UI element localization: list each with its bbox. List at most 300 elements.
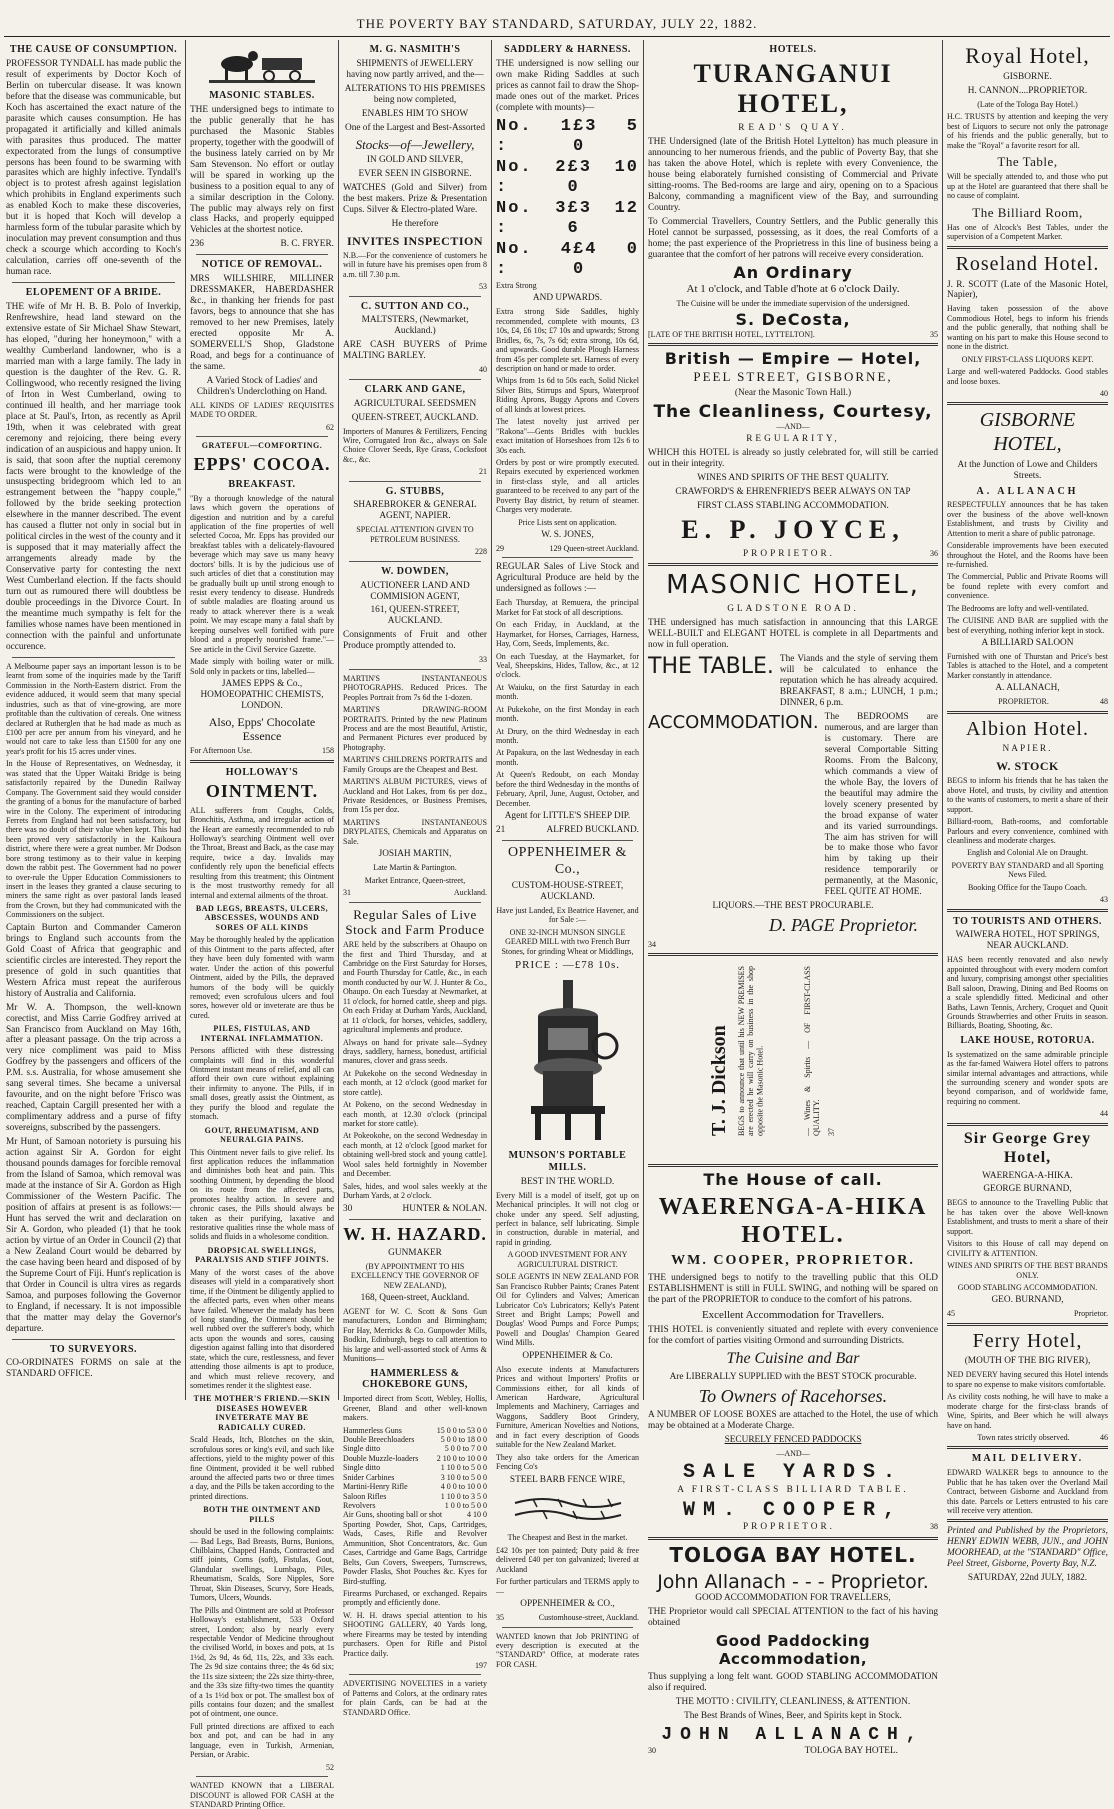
advert-body: For Afternoon Use.: [190, 746, 252, 756]
advert-body: GEORGE BURNAND,: [983, 1184, 1072, 1195]
advert-body: THE undersigned is now selling our own make Riding Saddles at such prices as cannot fail to draw the Shop-made ones out of the market. Prices (complete with mounts)—: [496, 58, 639, 113]
advert-body: H.C. TRUSTS by attention and keeping the very best of Liquors to secure not only the patronage of his friends and the public generally, but to make the "Royal" a favorite resort for all.: [947, 112, 1108, 150]
table-cell: 4 0 0 to 10 0 0: [440, 1482, 487, 1492]
advert-body: One of the Largest and Best-Assorted: [344, 122, 486, 133]
price-label: No. 3 :: [496, 198, 568, 238]
advert-body: For further particulars and TERMS apply to—: [496, 1577, 639, 1596]
advert-body: At the Junction of Lowe and Childers Streets.: [957, 459, 1098, 481]
column-adverts-1: [186, 40, 338, 1809]
advert-body: This Ointment never fails to give relief. Its first application reduces the inflammation and diminishes both heat and pain. This soothing Ointment, by depending the blood on its route from the affected parts, promotes healthy action. In severe and chronic cases, the Pills should always be taken as their purifying, laxative and restorative qualities rinse the whole mass of solids and fluids in a wholesome condition.: [190, 1147, 334, 1242]
advert-body: —AND—: [776, 1448, 810, 1458]
advert-heading: W. DOWDEN,: [381, 565, 449, 577]
mill-illustration: [513, 976, 623, 1146]
divider: [502, 840, 633, 841]
advert-subheading: Good Paddocking Accommodation,: [715, 1632, 871, 1668]
advert-signature-row: [648, 330, 938, 339]
advert-body: Have just Landed, Ex Beatrice Havener, and for Sale :—: [496, 906, 639, 925]
advert-body: READ'S QUAY.: [738, 123, 848, 134]
advert-body: Town rates strictly observed.: [977, 1432, 1070, 1442]
advert-body: PROPRIETOR.: [743, 548, 835, 559]
divider: [196, 254, 328, 255]
advert-body: Many of the worst cases of the above diseases will yield in a comparatively short time, if the Ointment be diligently applied to the affected parts, even when other means have failed. Whenever the malady has been of long standing, the Ointment should be well rubbed over the sufferer's body, which acts upon the wounds and sores, causing digestion against falling into that disordered state, which the cure, restlessness, and fever attending those ailments is apt to produce, and which must relieve recovery, and sometimes render it the slightest ease.: [190, 1267, 334, 1390]
advert-title: EPPS' COCOA.: [193, 453, 331, 474]
advert-body: As civility costs nothing, he will have to make a moderate charge for the first-class brands of Wine, Spirits, and Beer which he will always have on hand.: [947, 1392, 1108, 1430]
divider: [648, 953, 938, 956]
table-cell: 1 0 0 to 5 0 0: [444, 1501, 487, 1511]
advert-body: BEGS to announce to the Travelling Public that he has taken over the above Well-known Establishment, and trusts to merit a share of their support.: [947, 1198, 1108, 1236]
advert-body: Are LIBERALLY SUPPLIED with the BEST STOCK procurable.: [669, 1371, 917, 1382]
advert-subtitle: WM. COOPER, PROPRIETOR.: [671, 1253, 915, 1269]
advert-body: GUNMAKER: [388, 1247, 442, 1258]
advert-signature-row: [648, 1746, 938, 1757]
advert-body: THE undersigned has much satisfaction in announcing that this LARGE WELL-BUILT and ELEGANT HOTEL is complete in all Departments and now in full operation.: [648, 618, 938, 651]
advert-body: EDWARD WALKER begs to announce to the Public that he has taken over the Overland Mail Contract, between Gisborne and Auckland from this date. Parcels or Letters entrusted to his care will receive very attention.: [947, 1468, 1108, 1515]
advert-signature-row: [648, 549, 938, 560]
divider: [648, 563, 938, 566]
imprint: Printed and Published by the Proprietors, HENRY EDWIN WEBB, JUN., and JOHN MOORHEAD, at the "STANDARD" Office, Peel Street, Gisborne, Poverty Bay, N.Z.: [947, 1526, 1108, 1570]
article-body: PROFESSOR TYNDALL has made public the result of experiments by Doctor Koch of Berlin on tubercular disease. It was known before that the disease was communicable, but Koch has ascertained the exact nature of the parasite which causes consumption. He has propagated it artificially and killed animals with parasites thus produced. The matter expectorated from the lungs of consumptive persons has been found to be swarming with parasites which are highly infective. Tyndall's object is to protest afresh against legislation which prohibits in England experiments such as enabled Koch to make these discoveries, but it is hoped that Koch will develop a harmless form of the tubular parasite which by inoculation may prevent consumption and thus check a scourge which according to Koch's calculation, carries off one-seventh of the human race.: [6, 58, 181, 278]
advert-kicker: The House of call.: [703, 1169, 883, 1189]
advert-body: The BEDROOMS are numerous, and are larger than is customary. There are several Comportable Sitting Rooms. From the Balcony, which commands a view of the whole Bay, the lovers of the beautiful may admire the lovely scenery presented by the broad expanse of water and its varied surroundings. The aim has striven for will be to make those who favor him by taking up their residence temporarily or permanently, at the Masonic, FEEL QUITE AT HOME.: [824, 711, 938, 898]
advert-signature-row: [648, 1522, 938, 1533]
advert-heading: SADDLERY & HARNESS.: [504, 44, 631, 55]
table-row: [343, 1492, 487, 1501]
advert-body: Furnished with one of Thurstan and Price's best Tables is attached to the Hotel, and a competent Marker constantly in attendance.: [947, 651, 1108, 680]
advert-title: INVITES INSPECTION: [346, 233, 484, 248]
entry-number: 40: [479, 365, 487, 375]
advert-body: ARE held by the subscribers at Ohaupo on the first and Third Thursday, and at Cambridge on the First Saturday for Horses, and Fourth Thursday for Cattle, &c., in each month conducted by our W. J. Hunter & Co., Ohaupo. On each Tuesday at Newmarket, at 11 o'clock, for horned cattle, sheep and pigs. On each Friday at Durham Yards, Auckland, at 11 o'clock, for horses, vehicles, saddlery, agricultural implements and produce.: [343, 940, 487, 1035]
advert-body: POVERTY BAY STANDARD and all Sporting News Filed.: [951, 860, 1104, 880]
advert-body: (Near the Masonic Town Hall.): [734, 387, 852, 398]
advert-body: Market Entrance, Queen-street,: [364, 875, 466, 885]
advert-body: GISBORNE.: [1003, 71, 1052, 82]
entry-number: 35: [930, 329, 938, 339]
advert-body: On each Friday, in Auckland, at the Haymarket, for Horses, Carriages, Harness, Hay, Corn, Seeds, Implements, &c.: [496, 620, 639, 649]
advert-body: At Papakura, on the last Wednesday in each month.: [496, 748, 639, 767]
entry-number: 30: [648, 1745, 656, 1755]
advert-title: Ferry Hotel,: [972, 1329, 1083, 1352]
entry-number: 21: [479, 467, 487, 477]
advert-signature: OPPENHEIMER & CO.,: [520, 1599, 615, 1610]
advert-body: ALL KINDS OF LADIES' REQUISITES MADE TO ORDER.: [190, 400, 334, 420]
advert-body: WATCHES (Gold and Silver) from the best makers. Prize & Presentation Cups. Silver & Electro-plated Ware.: [343, 182, 487, 215]
advert-body: Large and well-watered Paddocks. Good stables and loose boxes.: [947, 367, 1108, 386]
advert-body: WAERENGA-A-HIKA.: [982, 1170, 1073, 1181]
divider: [349, 561, 481, 562]
advert-body: ARE CASH BUYERS of Prime MALTING BARLEY.: [343, 340, 487, 362]
advert-body: Consignments of Fruit and other Produce promptly attended to.: [343, 630, 487, 652]
section-heading: HOTELS.: [769, 44, 817, 55]
advert-body: THE MOTTO : CIVILITY, CLEANLINESS, & ATTENTION.: [675, 1696, 911, 1707]
advert-title: TOLOGA BAY HOTEL.: [669, 1543, 917, 1568]
advert-body: Each Thursday, at Remuera, the principal Market for Fat stock of all descriptions.: [496, 598, 639, 617]
price-label: No. 4 :: [496, 239, 573, 279]
news-item: In the House of Representatives, on Wednesday, it was stated that the Upper Waitaki Bridge is being satisfactorily repaired by the Dunedin Railway Company. The Government said they would consider the granting of a bonus for the manufacture of barbed wire in the Colony. The experiment of introducing Ferrets from England had not been satisfactory, but there was no doubt of their value when kept. This had been proved very satisfactorily in the Kaikoura district, where there were a great number. Mr Dodson bore strong testimony as to their value in keeping down the rabbit pest. The Government had no power to over-rule the Upper Education Commissioners to insert in the leases they granted a clause securing to miners the same right as over pastoral lands leased from the Crown, but they had communicated with the Commissioners on the subject.: [6, 759, 181, 920]
table-cell: Single ditto: [343, 1444, 381, 1454]
advert-body: (MOUTH OF THE BIG RIVER),: [964, 1356, 1091, 1367]
divider: [349, 481, 481, 482]
advert-body: ONE 32-INCH MUNSON SINGLE GEARED MILL with two French Burr Stones, for grinding Wheat or Middlings,: [501, 927, 634, 956]
table-row: [343, 1444, 487, 1453]
entry-number: 48: [1100, 697, 1108, 707]
advert-body: Sporting Powder, Shot, Caps, Cartridges, Wads, Cases, Rifle and Revolver Ammunition, Shot Concentrators, &c. Gun Cases, Cartridge and Game Bags, Cartridge Belts, Gun Covers, Sweepers, Turnscrews, Powder Flasks, Shot Pouches &c. Kyes for Bird-stuffing.: [343, 1519, 487, 1586]
advert-body: WHICH this HOTEL is already so justly celebrated for, will still be carried out in their integrity.: [648, 447, 938, 469]
advert-body: Firearms Purchased, or exchanged. Repairs promptly and efficiently done.: [343, 1588, 487, 1608]
advert-body: AGRICULTURAL SEEDSMEN: [353, 398, 477, 409]
advert-body: THE undersigned begs to notify to the travelling public that this OLD ESTABLISHMENT is still in FULL SWING, and nothing will be spared on the part of the PROPRIETOR to conduce to the comfort of his patrons.: [648, 1272, 938, 1305]
price-value: £3 12 6: [567, 198, 639, 238]
advert-body: Made simply with boiling water or milk. Sold only in packets or tins, labelled—: [190, 657, 334, 676]
entry-number: 236: [190, 239, 204, 250]
table-cell: Snider Carbines: [343, 1472, 395, 1482]
advert-signature-row: [190, 239, 334, 250]
advert-body: English and Colonial Ale on Draught.: [967, 848, 1088, 858]
table-cell: 3 10 0 to 5 0 0: [440, 1472, 487, 1482]
advert-body: WANTED KNOWN that a LIBERAL DISCOUNT is allowed FOR CASH at the STANDARD Printing Office.: [190, 1781, 334, 1809]
advert-body: MALTSTERS, (Newmarket, Auckland.): [361, 315, 469, 337]
rotated-advert: [708, 966, 837, 1146]
advert-signature: JOSIAH MARTIN,: [378, 849, 452, 860]
advert-title: OINTMENT.: [205, 781, 319, 802]
advert-body: BEST IN THE WORLD.: [520, 1176, 615, 1187]
advert-body: Has one of Alcock's Best Tables, under the supervision of a Competent Marker.: [947, 223, 1108, 242]
advert-body: At Waiuku, on the first Saturday in each month.: [496, 682, 639, 702]
advert-body: Booking Office for the Taupo Coach.: [967, 882, 1088, 892]
advert-body: £42 10s per ton painted; Duty paid & free delivered £40 per ton galvanized; livered at Auckland: [496, 1545, 639, 1574]
advert-title: TURANGANUI HOTEL,: [693, 58, 893, 119]
divider: [12, 657, 175, 658]
advert-title: GISBORNE HOTEL,: [979, 409, 1076, 455]
barb-wire-illustration: [513, 1489, 623, 1529]
article-heading: THE CAUSE OF CONSUMPTION.: [9, 44, 178, 55]
advert-body: JAMES EPPS & Co., HOMOEOPATHIC CHEMISTS, LONDON.: [200, 678, 324, 711]
advert-title: Sir George Grey Hotel,: [963, 1129, 1092, 1166]
advert-body: Visitors to this House of call may depend on CIVILITY & ATTENTION.: [947, 1239, 1108, 1258]
advert-title: Albion Hotel.: [966, 717, 1089, 740]
price-value: £4 0 0: [573, 239, 639, 279]
advert-title: W. H. HAZARD.: [343, 1223, 487, 1244]
advert-heading: OPPENHEIMER & Co.,: [508, 845, 627, 877]
table-cell: 1 10 0 to 5 0 0: [440, 1463, 487, 1473]
advert-body: — Wines & Spirits — OF FIRST-CLASS QUALITY.: [803, 965, 822, 1136]
table-cell: 5 0 0 to 7 0 0: [444, 1444, 487, 1454]
advert-signature: HUNTER & NOLAN.: [402, 1203, 487, 1214]
advert-body: At Queen's Redoubt, on each Monday before the third Wednesday in the months of February, April, June, August, October, and December.: [496, 770, 639, 808]
table-row: [343, 1426, 487, 1435]
advert-body: At Pukekohe on the second Wednesday in each month, at 12 o'clock (good market for store cattle).: [343, 1068, 487, 1097]
advert-body: The Bedrooms are lofty and well-ventilated.: [947, 603, 1089, 613]
advert-body: MARTIN'S INSTANTANEOUS DRYPLATES, Chemicals and Apparatus on Sale.: [343, 817, 487, 846]
divider: [648, 1164, 938, 1167]
advert-body: (BY APPOINTMENT TO HIS EXCELLENCY THE GOVERNOR OF NEW ZEALAND),: [350, 1261, 480, 1290]
table-row: [343, 1454, 487, 1463]
advert-body: GLADSTONE ROAD.: [727, 604, 859, 615]
article-heading: ELOPEMENT OF A BRIDE.: [25, 287, 162, 299]
advert-subheading: ACCOMMODATION.: [648, 711, 819, 733]
advert-body: REGULARITY,: [746, 434, 840, 445]
advert-body: Auckland.: [453, 888, 487, 898]
divider: [349, 379, 481, 380]
advert-body: Scald Heads, Itch, Blotches on the skin, scrofulous sores or king's evil, and such like affections, yield to the mighty power of this fine Ointment, provided it be well rubbed around the affected parts two or three times a day, and the Pills be taken according to the printed directions.: [190, 1435, 334, 1501]
entry-number: 52: [326, 1762, 334, 1772]
table-cell: Martini-Henry Rifle: [343, 1482, 408, 1492]
advert-heading: LAKE HOUSE, ROTORUA.: [960, 1034, 1095, 1046]
advert-body: Billiard-room, Bath-rooms, and comfortable Parlours and every convenience, combined with cleanliness and moderate charges.: [947, 817, 1108, 846]
advert-body: Considerable improvements have been executed throughout the Hotel, and the Rooms have been re-furnished.: [947, 541, 1108, 569]
advert-subheading: An Ordinary: [733, 262, 853, 282]
advert-body: PEEL STREET, GISBORNE,: [693, 369, 893, 385]
table-cell: Double Breechloaders: [343, 1434, 415, 1444]
advert-body: Extra strong Side Saddles, highly recommended, complete with mounts, £3 10s, £4, £6 10s; £7 10s and upwards; Strong Bridles, 6s, 7s, 7s 6d; extra strong, 10s 6d, and upwards. Good durable Plough Harness from 45s per complete set. Harness of every description on hand or made to order.: [496, 307, 639, 374]
divider: [502, 1627, 633, 1628]
divider: [947, 711, 1108, 714]
advert-body: The Best Brands of Wines, Beer, and Spirits kept in Stock.: [684, 1710, 902, 1721]
entry-number: 44: [1100, 1109, 1108, 1119]
divider: [648, 1537, 938, 1540]
advert-body: A Varied Stock of Ladies' and Children's Underclothing on Hand.: [196, 375, 328, 397]
price-value: £3 10 0: [567, 157, 639, 197]
advert-body: SHAREBROKER & GENERAL AGENT, NAPIER.: [353, 500, 477, 522]
advert-body: H. CANNON....PROPRIETOR.: [967, 85, 1088, 96]
advert-signature: D. PAGE Proprietor.: [768, 915, 918, 936]
advert-body: On each Tuesday, at the Haymarket, for Veal, Sheepskins, Hides, Tallow, &c., at 12 o'clock.: [496, 651, 639, 680]
divider: [349, 902, 481, 903]
advert-body: Orders by post or wire promptly executed. Repairs executed by experienced workmen in first-class style, and all articles guaranteed to be received to any part of the Poverty Bay district, by return of steamer. Charges very moderate.: [496, 457, 639, 515]
advert-body: QUEEN-STREET, AUCKLAND.: [351, 412, 479, 423]
advert-heading: MAIL DELIVERY.: [971, 1453, 1084, 1465]
divider: [947, 909, 1108, 912]
advert-body: Having taken possession of the above Commodious Hotel, begs to inform his friends and the public generally, that nothing shall be wanting on his part to make this House second to none in the district.: [947, 304, 1108, 352]
advert-body: He therefore: [391, 218, 439, 229]
advert-subheading: A. ALLANACH: [976, 485, 1079, 497]
advert-body: Excellent Accommodation for Travellers.: [701, 1308, 885, 1321]
advert-subheading: The Table,: [997, 154, 1058, 170]
advert-body: [LATE OF THE BRITISH HOTEL, LYTTELTON].: [648, 329, 815, 339]
article-body: THE wife of Mr H. B. B. Polo of Inverkip, Renfrewshire, head land steward on the extensive estate of Sir Michael Shaw Stewart, has eloped, "during her honeymoon," with a wealthy Cumberland landowner, who is a married man with a large family. The lady in question is the daughter of the Rev. G. R. Collingwood, who recently resigned the living of Irton in West Cumberland, owing to continued ill health, and her marriage took place at St. Paul's, Irton, as recently as April 19th, when it was celebrated with great ceremony and rejoicing, there being every indication of an auspicious and happy union. It is said, that soon after the nuptial ceremony facts were brought to the knowledge of the unsuspecting bridegroom which led to an estrangement between the "happy couple," followed by the bride seeking protection elsewhere in the manner described. The event has caused a flutter not only in social but in political circles in the west of the county and it is supposed that it may materially affect the arrangements already made by the Conservative party for contesting the next West Cumberland election. If the facts should turn out as rumoured there will doubtless be double proceedings in the Divorce Court. In the meantime much sympathy is felt for the families whose names have been mentioned in connection with the painful and unfortunate occurence.: [6, 301, 181, 652]
advert-body: Late Martin & Partington.: [373, 863, 457, 873]
advert-body: THE Undersigned (late of the British Hotel Lyttelton) has much pleasure in announcing to her numerous friends, and the public of Poverty Bay, that she has taken the above Hotel, which is replete with every Convenience, the house being elaborately furnished consisting of Commercial and Private sitting-rooms. The Bed-rooms are large and airy, opening on to a Spacious Balcony, commanding a magnificent view of the Bay, and surrounding Country.: [648, 137, 938, 213]
advert-body: CO-ORDINATES FORMS on sale at the STANDARD OFFICE.: [6, 1358, 181, 1380]
entry-number: 197: [475, 1661, 487, 1671]
entry-number: 37: [827, 1127, 837, 1136]
news-item: A Melbourne paper says an important lesson is to be learnt from some of the inquiries made by the Tariff Commission in the North-Eastern district. From the evidence adduced, it would seem that many special industries, such as that of vine-growing, are more profitable than the cultivation of cereals. One witness declared at Rutherglen that he had made as much as £100 per acre per annum from his vineyard, and he would not care to take less than £1500 for any one year's profit for his 15 acres under vines.: [6, 661, 181, 756]
advert-signature-row: [190, 746, 334, 755]
advert-title: WAERENGA-A-HIKA HOTEL.: [658, 1193, 928, 1249]
advert-body: MARTIN'S CHILDRENS PORTRAITS and Family Groups are the Cheapest and Best.: [343, 755, 487, 774]
price-row: [496, 199, 639, 239]
news-item: Mr Hunt, of Samoan notoriety is pursuing his action against Sir A. Gordon for eight thousand pounds damages for forcible removal from the Island of Samoa, which removal was made at the instance of Sir A. Gordon as High Commissioner of the Western Pacific. The position of affairs at present is as follows:—Hunt has served the writ and declaration on Sir A. Gordon, who pleaded (1) that he took action by virtue of an Order in Council (2) that a New Zealand Court would be debarred by the case having been heard and disposed of by the Supreme Court of Fiji. Hunt's replication is that Order in Council is ultra vires as regards Samoa, and purposes following the Governor to England, if necessary. It is not impossible that the matter may delay the Governor's departure.: [6, 1137, 181, 1334]
table-row: [343, 1473, 487, 1482]
advert-title: MASONIC HOTEL,: [666, 570, 920, 601]
advert-kicker: HOLLOWAY'S: [225, 766, 299, 778]
advert-body: The Commercial, Public and Private Rooms will be found replete with every comfort and convenience.: [947, 572, 1108, 601]
entry-number: 62: [326, 422, 334, 432]
advert-section: [648, 654, 938, 712]
advert-heading: G. STUBBS,: [385, 485, 445, 497]
table-cell: Single ditto: [343, 1463, 381, 1473]
advert-kicker: GRATEFUL—COMFORTING.: [201, 441, 323, 451]
advert-subheading: HAMMERLESS & CHOKEBORE GUNS,: [362, 1367, 468, 1391]
advert-body: MARTIN'S DRAWING-ROOM PORTRAITS. Printed by the new Platinum Process and are the most Beautiful, Artistic, and Permanent Pictures ever produced by Photography.: [343, 705, 487, 752]
advert-subheading: The Billiard Room,: [972, 204, 1083, 220]
advert-body: 129 Queen-street Auckland.: [549, 544, 639, 554]
advert-body: SECURELY FENCED PADDOCKS: [724, 1434, 862, 1445]
advert-body: They also take orders for the American Fencing Co's: [496, 1452, 639, 1472]
advert-heading: NOTICE OF REMOVAL.: [201, 259, 323, 271]
advert-body: MARTIN'S INSTANTANEOUS PHOTOGRAPHS. Reduced Prices. The Peoples Portrait from 7s 6d the 1-dozen.: [343, 673, 487, 702]
advert-body: N.B.—For the convenience of customers he will in future have his premises open from 8 a.m. till 7.30 p.m.: [343, 250, 487, 279]
advert-body: Whips from 1s 6d to 50s each, Solid Nickel Silver Bits, Stirrups and Spurs, Waterproof Riding Aprons, Buggy Aprons and Covers of all kinds at lowest prices.: [496, 376, 639, 414]
advert-title: T. J. Dickson: [708, 1025, 730, 1136]
entry-number: 21: [496, 825, 506, 836]
advert-body: At 1 o'clock, and Table d'hote at 6 o'clock Daily.: [686, 282, 900, 295]
advert-body: LIQUORS.—THE BEST PROCURABLE.: [712, 901, 874, 912]
advert-signature-row: [496, 544, 639, 553]
advert-body: STEEL BARB FENCE WIRE,: [509, 1474, 626, 1485]
advert-body: To Commercial Travellers, Country Settlers, and the Public generally this Hotel cannot be surpassed, possessing, as it does, the real Comforts of a home; the past experience of the Proprietress in this line of business being a guarantee that the comfort of her patrons will receive every consideration.: [648, 216, 938, 260]
advert-heading: C. SUTTON AND CO.,: [360, 300, 470, 312]
advert-body: A NUMBER OF LOOSE BOXES are attached to the Hotel, the use of which may be obtained at a Moderate Charge.: [648, 1409, 938, 1431]
divider: [12, 282, 175, 283]
advert-title: Roseland Hotel.: [955, 252, 1100, 275]
advert-body: WANTED known that Job PRINTING of every description is executed at the "STANDARD" Office, at moderate rates FOR CASH.: [496, 1631, 639, 1669]
advert-body: ALTERATIONS TO HIS PREMISES being now completed,: [344, 83, 486, 105]
advert-body: IN GOLD AND SILVER,: [366, 154, 464, 165]
entry-number: 35: [496, 1613, 504, 1623]
advert-body: The latest novelty just arrived per "Rakona"—Gents Bridles with buckles exact imitation of Horseshoes from 12s 6 to 30s each.: [496, 417, 639, 455]
advert-body: AGENT for W. C. Scott & Sons Gun manufacturers, London and Birmingham; For Hay, Merricks & Co. Gunpowder Mills, Bodkin, Edinburgh, begs to call attention to his large and well-assorted stock of Arms & Munitions—: [343, 1306, 487, 1364]
price-label: No. 2 :: [496, 157, 568, 197]
advert-title: British — Empire — Hotel,: [664, 349, 922, 369]
column-news: [2, 40, 185, 1400]
advert-body: THE Proprietor would call SPECIAL ATTENTION to the fact of his having obtained: [648, 1607, 938, 1629]
entry-number: 30: [343, 1203, 353, 1214]
advert-body: The Cuisine will be under the immediate supervision of the undersigned.: [676, 298, 910, 308]
table-cell: Double Muzzle-loaders: [343, 1453, 419, 1463]
advert-signature-row: [496, 1613, 639, 1622]
divider: [196, 1776, 328, 1777]
table-cell: Hammerless Guns: [343, 1425, 402, 1435]
advert-body: WINES AND SPIRITS OF THE BEST BRANDS ONLY.: [947, 1261, 1108, 1280]
advert-body: PROPRIETOR.: [743, 1522, 835, 1533]
advert-heading: MUNSON'S PORTABLE MILLS.: [508, 1150, 627, 1173]
table-cell: Revolvers: [343, 1501, 376, 1511]
divider: [349, 669, 481, 670]
advert-title: Royal Hotel,: [965, 43, 1090, 68]
advert-signature: B. C. FRYER.: [280, 239, 334, 250]
advert-signature: WM. COOPER,: [682, 1498, 904, 1522]
advert-body: NED DEVERY having secured this Hotel intends to spare no expense to make visitors comfortable.: [947, 1370, 1108, 1389]
advert-signature-row: [343, 888, 487, 897]
dickson-advert: [648, 960, 938, 1160]
advert-body: CUSTOM-HOUSE-STREET, AUCKLAND.: [511, 881, 624, 903]
advert-body: Always on hand for private sale—Sydney drays, saddlery, harness, bonedust, artificial manures, clover and grass seeds.: [343, 1037, 487, 1066]
divider: [947, 1323, 1108, 1326]
advert-body: Every Mill is a model of itself, got up on Mechanical principles. It will not clog or choke under any speed. Self adjusting, perfect in balance, self lubricating. Simple in construction, durable in material, and rapid in grinding.: [496, 1190, 639, 1247]
advert-body: PRICE : —£78 10s.: [514, 959, 620, 972]
advert-body: TOLOGA BAY HOTEL.: [804, 1745, 898, 1756]
advert-body: Thus supplying a long felt want. GOOD STABLING ACCOMMODATION also if required.: [648, 1671, 938, 1693]
advert-signature-row: [947, 1309, 1108, 1318]
advert-body: Proprietor.: [1074, 1309, 1108, 1319]
column-hotels: [644, 40, 942, 1756]
advert-subheading: THE MOTHER'S FRIEND.—SKIN DISEASES HOWEVER INVETERATE MAY BE RADICALLY CURED.: [193, 1394, 331, 1432]
table-row: [343, 1435, 487, 1444]
price-label: No. 1 :: [496, 116, 573, 156]
advert-signature: E. P. JOYCE,: [681, 514, 905, 544]
advert-body: WINES AND SPIRITS OF THE BEST QUALITY.: [697, 472, 889, 483]
table-cell: 4 10 0: [467, 1510, 487, 1520]
advert-body: Will be specially attended to, and those who put up at the Hotel are guaranteed that there shall be no cause of complaint.: [947, 172, 1108, 201]
advert-body: NAPIER.: [1002, 744, 1053, 755]
advert-subtitle: BREAKFAST.: [228, 478, 296, 490]
advert-body: CRAWFORD'S & EHRENFRIED'S BEER ALWAYS ON TAP: [675, 486, 911, 497]
divider: [349, 1674, 481, 1675]
advert-body: Importers of Manures & Fertilizers, Fencing Wire, Corrugated Iron &c., always on Sale Choice Clover Seeds, Rye Grass, Cocksfoot &c., &c.: [343, 426, 487, 464]
advert-body: "By a thorough knowledge of the natural laws which govern the operations of digestion and nutrition and by a careful application of the fine properties of well selected Cocoa, Mr. Epps has provided our breakfast tables with a delicately-flavoured beverage which may save us many heavy doctors' bills. It is by the judicious use of such articles of diet that a constitution may be gradually built up until strong enough to resist every tendency to disease. Hundreds of subtle maladies are floating around us ready to attack wherever there is a weak point. We may escape many a fatal shaft by keeping ourselves well fortified with pure blood and a properly nourished frame."—See article in the Civil Service Gazette.: [190, 493, 334, 654]
advert-body: FIRST CLASS STABLING ACCOMMODATION.: [697, 500, 889, 511]
entry-number: 36: [930, 548, 938, 558]
advert-signature: ALFRED BUCKLAND.: [546, 825, 639, 836]
table-cell: 2 10 0 to 10 0 0: [436, 1453, 487, 1463]
advert-body: The CUISINE AND BAR are supplied with the best of everything, nothing inferior kept in stock.: [947, 616, 1108, 635]
advert-body: Price Lists sent on application.: [518, 517, 617, 527]
advert-body: ADVERTISING NOVELTIES in a variety of Patterns and Colors, at the ordinary rates for plain Cards, can be had at the STANDARD Office.: [343, 1679, 487, 1717]
advert-body: May be thoroughly healed by the application of this Ointment to the parts affected, after they have been duly fomented with warm water. Under the action of this powerful Ointment, aided by the Pills, the depraved humors of the body will be quickly removed; even scrofulous ulcers and foul sores, however old or inveterate are thus be cured.: [190, 935, 334, 1020]
advert-body: (Late of the Tologa Bay Hotel.): [977, 99, 1078, 109]
advert-body: BEGS to inform his friends that he has taken the above Hotel, and trusts, by civility and attention to the wants of customers, to merit a share of their support.: [947, 776, 1108, 814]
advert-body: AUCTIONEER LAND AND COMMISION AGENT,: [360, 580, 470, 602]
advert-body: THIS HOTEL is conveniently situated and replete with every convenience for the comfort of parties visiting Ormond and surrounding Districts.: [648, 1324, 938, 1346]
advert-body: Customhouse-street, Auckland.: [538, 1613, 639, 1623]
divider: [349, 296, 481, 297]
advert-signature: S. DeCosta,: [735, 310, 851, 330]
table-cell: Saloon Rifles: [343, 1491, 387, 1501]
advert-body: Also, Epps' Chocolate Essence: [208, 714, 316, 743]
divider: [947, 1519, 1108, 1522]
advert-body: GOOD ACCOMMODATION FOR TRAVELLERS,: [695, 1593, 891, 1604]
advert-subheading: THE TABLE.: [648, 654, 774, 680]
advert-body: At Drury, on the third Wednesday in each month.: [496, 726, 639, 746]
table-cell: 15 0 0 to 53 0 0: [436, 1425, 487, 1435]
price-row: [496, 117, 639, 157]
advert-body: Is systematized on the same admirable principle as the far-famed Waiwera Hotel offers to patrons similar internal advantages and attractions, while the surrounding scenery and wonder spots are beyond comparison, and of worldwide fame, requiring no comment.: [947, 1049, 1108, 1106]
advert-body: RESPECTFULLY announces that he has taken over the business of the above well-known Establishment, and trusts by Civility and Attention to merit a share of public patronage.: [947, 500, 1108, 538]
advert-subheading: PILES, FISTULAS, AND INTERNAL INFLAMMATION.: [200, 1024, 324, 1043]
advert-body: 168, Queen-street, Auckland.: [360, 1293, 470, 1304]
advert-title: Stocks—of—Jewellery,: [355, 136, 475, 152]
advert-signature-row: [343, 1204, 487, 1215]
table-row: [343, 1463, 487, 1472]
horse-carriage-illustration: [207, 44, 317, 86]
advert-body: PROPRIETOR.: [998, 697, 1049, 707]
advert-body: GOOD STABLING ACCOMMODATION.: [957, 1282, 1098, 1292]
divider: [196, 436, 328, 437]
advert-signature: A. ALLANACH,: [995, 683, 1060, 694]
entry-number: 158: [322, 746, 334, 756]
advert-body: J. R. SCOTT (Late of the Masonic Hotel, Napier),: [947, 279, 1108, 301]
column-adverts-3: [492, 40, 643, 1669]
advert-signature: GEO. BURNAND,: [991, 1295, 1064, 1306]
advert-signature: JOHN ALLANACH,: [661, 1724, 925, 1745]
entry-number: 33: [479, 655, 487, 665]
imprint-date: SATURDAY, 22nd JULY, 1882.: [967, 1573, 1088, 1584]
entry-number: 40: [1100, 388, 1108, 398]
news-item: Captain Burton and Commander Cameron brings to England such accounts from the Gold Coast of Africa that geographic and scientific circles are interested. They report the presence of gold in such quantities that Western Africa must repeat the auriferous history of Australia and California.: [6, 922, 181, 999]
masthead: THE POVERTY BAY STANDARD, SATURDAY, JULY 22, 1882.: [356, 16, 758, 31]
advert-body: Agent for LITTLE'S SHEEP DIP.: [504, 811, 631, 822]
price-value: £3 5 0: [573, 116, 639, 156]
